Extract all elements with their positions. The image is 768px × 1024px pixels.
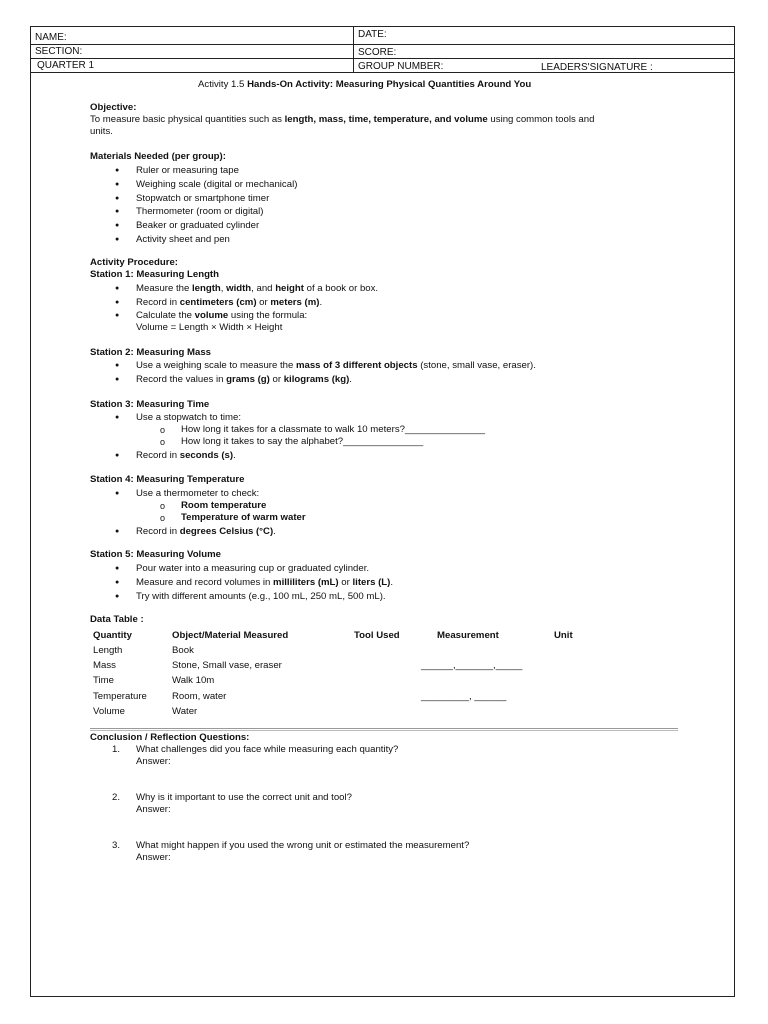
conclusion-heading: Conclusion / Reflection Questions: <box>90 732 250 743</box>
station-4-step-2: Record in degrees Celsius (°C). <box>136 526 276 537</box>
objective-text-line1: To measure basic physical quantities such as length, mass, time, temperature, and volume using common tools and <box>90 114 595 125</box>
materials-heading: Materials Needed (per group): <box>90 151 226 162</box>
bullet: ● <box>115 208 120 216</box>
station-4-sub-2: Temperature of warm water <box>181 512 306 523</box>
bullet: ● <box>115 194 120 202</box>
bullet: ● <box>115 312 120 319</box>
bullet: ● <box>115 285 120 292</box>
material-item: Activity sheet and pen <box>136 234 230 245</box>
table-cell: Volume <box>93 705 125 717</box>
question-number: 2. <box>112 792 121 803</box>
station-2-step-1: Use a weighing scale to measure the mass of 3 different objects (stone, small vase, eraser). <box>136 360 536 371</box>
measurement-blank[interactable]: ______,_______,_____ <box>421 660 523 672</box>
table-header-cell: Object/Material Measured <box>172 630 289 641</box>
quarter-cell <box>30 58 354 73</box>
objective-heading: Objective: <box>90 102 137 113</box>
question-number: 3. <box>112 840 121 851</box>
table-header-cell: Unit <box>554 630 573 641</box>
question-text: Why is it important to use the correct unit and tool? <box>136 792 352 803</box>
table-cell: Time <box>93 675 114 687</box>
table-header-cell: Tool Used <box>354 630 400 641</box>
station-3-heading: Station 3: Measuring Time <box>90 399 210 410</box>
measurement-blank[interactable]: _________, ______ <box>421 690 507 702</box>
station-3-step-2: Record in seconds (s). <box>136 450 236 461</box>
material-item: Thermometer (room or digital) <box>136 206 264 218</box>
group-number-label: GROUP NUMBER: <box>358 61 444 72</box>
sub-bullet: o <box>160 437 166 447</box>
name-label: NAME: <box>35 32 67 43</box>
table-cell: Book <box>172 645 194 656</box>
station-1-heading: Station 1: Measuring Length <box>90 269 219 280</box>
bullet: ● <box>115 180 120 188</box>
table-cell: Water <box>172 705 198 717</box>
table-header-cell: Quantity <box>93 630 132 641</box>
station-4-step-1: Use a thermometer to check: <box>136 488 260 499</box>
material-item: Ruler or measuring tape <box>136 165 239 176</box>
station-5-step-3: Try with different amounts (e.g., 100 mL, 250 mL, 500 mL). <box>136 591 386 602</box>
bullet: ● <box>115 362 120 369</box>
section-field[interactable] <box>30 44 354 59</box>
station-1-step-1: Measure the length, width, and height of a book or box. <box>136 283 379 294</box>
station-2-step-2: Record the values in grams (g) or kilograms (kg). <box>136 374 352 385</box>
answer-field[interactable]: Answer: <box>136 756 171 767</box>
table-cell: Length <box>93 645 123 656</box>
question-text: What might happen if you used the wrong unit or estimated the measurement? <box>136 840 470 851</box>
table-cell: Walk 10m <box>172 675 215 687</box>
bullet: ● <box>115 593 120 600</box>
bullet: ● <box>115 167 120 174</box>
table-cell: Stone, Small vase, eraser <box>172 660 282 672</box>
station-3-sub-2: How long it takes to say the alphabet?_______________ <box>181 436 424 447</box>
sub-bullet: o <box>160 501 166 511</box>
question-number: 1. <box>112 744 121 755</box>
material-item: Weighing scale (digital or mechanical) <box>136 178 298 190</box>
objective-text-line2: units. <box>90 126 113 137</box>
question-text: What challenges did you face while measuring each quantity? <box>136 744 399 755</box>
bullet: ● <box>115 236 120 243</box>
material-item: Stopwatch or smartphone timer <box>136 192 270 204</box>
sub-bullet: o <box>160 513 166 523</box>
date-field[interactable] <box>353 26 735 45</box>
leaders-signature-label: LEADERS'SIGNATURE : <box>541 62 653 73</box>
station-5-heading: Station 5: Measuring Volume <box>90 549 221 560</box>
bullet: ● <box>115 222 120 230</box>
volume-formula: Volume = Length × Width × Height <box>136 322 283 333</box>
station-1-step-2: Record in centimeters (cm) or meters (m). <box>136 297 323 308</box>
divider <box>90 728 678 729</box>
station-1-step-3: Calculate the volume using the formula: <box>136 310 308 321</box>
station-5-step-2: Measure and record volumes in milliliters (mL) or liters (L). <box>136 577 394 588</box>
activity-title <box>198 79 531 91</box>
quarter-label: QUARTER 1 <box>37 60 95 71</box>
bullet: ● <box>115 414 120 421</box>
score-field[interactable] <box>353 44 735 59</box>
answer-field[interactable]: Answer: <box>136 804 171 815</box>
bullet: ● <box>115 490 120 497</box>
procedure-heading: Activity Procedure: <box>90 257 178 268</box>
bullet: ● <box>115 579 120 586</box>
data-table-heading: Data Table : <box>90 614 144 625</box>
name-field[interactable] <box>30 26 354 45</box>
bullet: ● <box>115 376 120 383</box>
table-cell: Temperature <box>93 690 147 702</box>
score-label: SCORE: <box>358 47 397 58</box>
station-3-sub-1: How long it takes for a classmate to walk 10 meters?_______________ <box>181 424 485 435</box>
date-label: DATE: <box>358 29 387 40</box>
bullet: ● <box>115 565 120 572</box>
activity-number: Activity 1.5 <box>198 79 248 90</box>
station-2-heading: Station 2: Measuring Mass <box>90 347 212 358</box>
bullet: ● <box>115 452 120 459</box>
bullet: ● <box>115 299 120 306</box>
station-4-heading: Station 4: Measuring Temperature <box>90 474 245 485</box>
station-4-sub-1: Room temperature <box>181 500 267 511</box>
sub-bullet: o <box>160 425 166 435</box>
answer-field[interactable]: Answer: <box>136 852 171 863</box>
section-label: SECTION: <box>35 46 83 57</box>
table-header-cell: Measurement <box>437 630 499 641</box>
activity-name: Hands-On Activity: Measuring Physical Quantities Around You <box>247 79 532 90</box>
divider <box>90 730 678 731</box>
bullet: ● <box>115 528 120 535</box>
station-5-step-1: Pour water into a measuring cup or graduated cylinder. <box>136 563 370 574</box>
station-3-step-1: Use a stopwatch to time: <box>136 412 242 423</box>
material-item: Beaker or graduated cylinder <box>136 220 260 232</box>
table-cell: Mass <box>93 660 116 672</box>
table-cell: Room, water <box>172 690 227 702</box>
